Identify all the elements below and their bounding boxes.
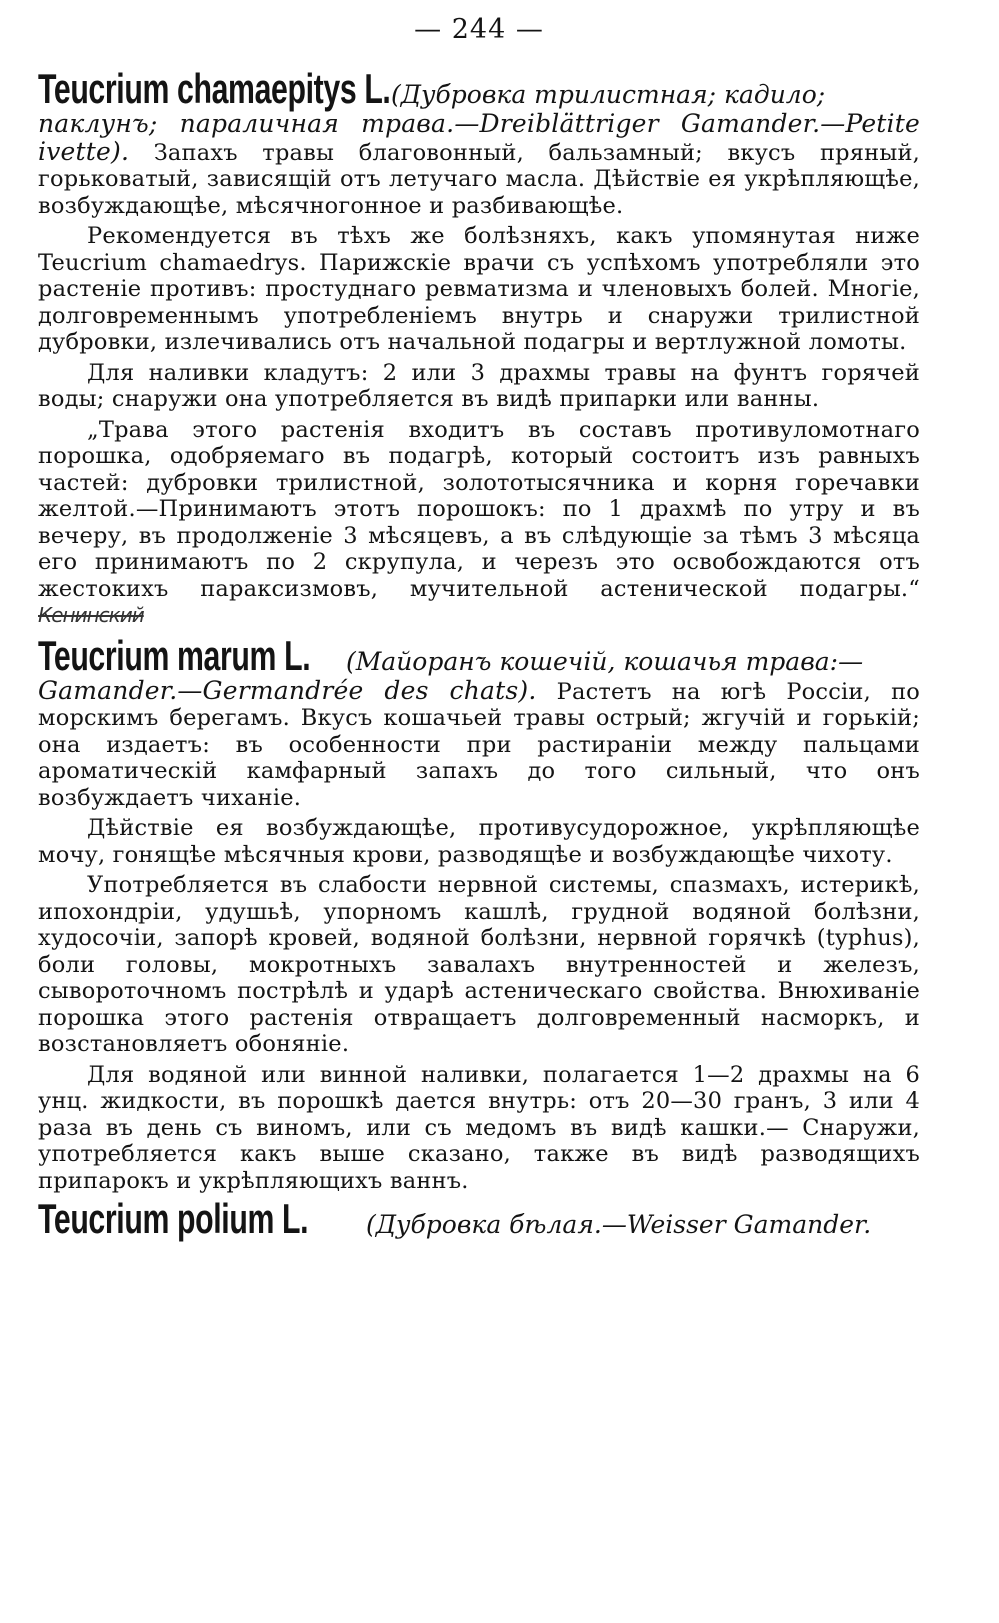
entry-heading: Teucrium polium L. [38,1195,309,1242]
paragraph: Для водяной или винной наливки, полагается 1—2 драхмы на 6 унц. жидкости, въ порошкѣ дается внутрь: отъ 20—30 гранъ, 3 или 4 раза въ день съ виномъ, или съ медомъ въ видѣ кашки.— Снаружи, употребляется какъ выше сказано, также въ видѣ разводящихъ припарокъ и укрѣпляющихъ ваннъ. [38,1061,920,1194]
entry-teucrium-chamaepitys [38,65,920,629]
paragraph: „Трава этого растенія входитъ въ составъ противуломотнаго порошка, одобряемаго въ подагрѣ, который состоитъ изъ равныхъ частей: дубровки трилистной, золототысячника и корня горечавки желтой.—Принимаютъ этотъ порошокъ: по 1 драхмѣ по утру и въ вечеру, въ продолженіе 3 мѣсяцевъ, а въ слѣдующіе за тѣмъ 3 мѣсяца его принимаютъ по 2 скрупула, и черезъ это освобождаются отъ жестокихъ параксизмовъ, мучительной астенической подагры.“ [38,416,920,602]
entry-teucrium-polium [38,1195,920,1242]
page-number: — 244 — [414,14,544,45]
entry-teucrium-marum [38,631,921,1195]
paragraph: Запахъ травы благовонный, бальзамный; вкусъ пряный, горьковатый, зависящій отъ летучаго масла. Дѣйствіе ея укрѣпляющѣе, возбуждающѣе, мѣсячногонное и разбивающѣе. [38,139,920,219]
entry-title-line [38,65,920,112]
entry-heading: Teucrium marum L. [38,631,311,679]
paragraph: Употребляется въ слабости нервной системы, спазмахъ, истерикѣ, ипохондріи, удушьѣ, упорномъ кашлѣ, грудной водяной болѣзни, худосочіи, запорѣ кровей, водяной болѣзни, нервной горячкѣ (typhus), боли головы, мокротныхъ завалахъ внутренностей и железъ, сывороточномъ пострѣлѣ и ударѣ астеническаго свойства. Внюхиваніе порошка этого растенія отвращаетъ долговременный насморкъ, и возстановляетъ обоняніе. [38,872,920,1057]
entry-synonyms: (Дубровка бѣлая.—Weisser Gamander. [365,1210,872,1239]
paragraph: Для наливки кладутъ: 2 или 3 драхмы травы на фунтъ горячей воды; снаружи она употребляется въ видѣ припарки или ванны. [38,359,920,412]
entry-title-line [38,631,920,679]
entry-heading: Teucrium chamaepitys L. [38,65,391,112]
entry-synonyms-continued: Gamander.—Germandrée des chats). [38,675,537,705]
document-page [38,0,920,1241]
entry-synonyms-continued: паклунъ; параличная трава.—Dreiblättriger Gamander.—Petite ivette). [38,109,920,166]
paragraph: Растетъ на югѣ Россіи, по морскимъ берегамъ. Вкусъ кошачьей травы острый; жгучій и горькій; она издаетъ: въ особенности при растираніи между пальцами ароматическій камфарный запахъ до того сильный, что онъ возбуждаетъ чиханіе. [38,678,921,811]
entry-synonyms: (Майоранъ кошечій, кошачья трава:— [345,646,864,676]
paragraph: Рекомендуется въ тѣхъ же болѣзняхъ, какъ упомянутая ниже Teucrium chamaedrys. Парижскіе врачи съ успѣхомъ употребляли это растеніе противъ: простуднаго ревматизма и членовыхъ болей. Многіе, долговременнымъ употребленіемъ внутрь и снаружи трилистной дубровки, излечивались отъ начальной подагры и вертлужной ломоты. [38,223,920,355]
entry-synonyms: (Дубровка трилистная; кадило; [390,80,826,109]
entry-title-line [38,1195,920,1242]
handwritten-note: Кенинский [38,603,144,627]
paragraph: Дѣйствіе ея возбуждающѣе, противусудорожное, укрѣпляющѣе мочу, гонящѣе мѣсячныя крови, разводящѣе и возбуждающѣе чихоту. [38,815,920,868]
